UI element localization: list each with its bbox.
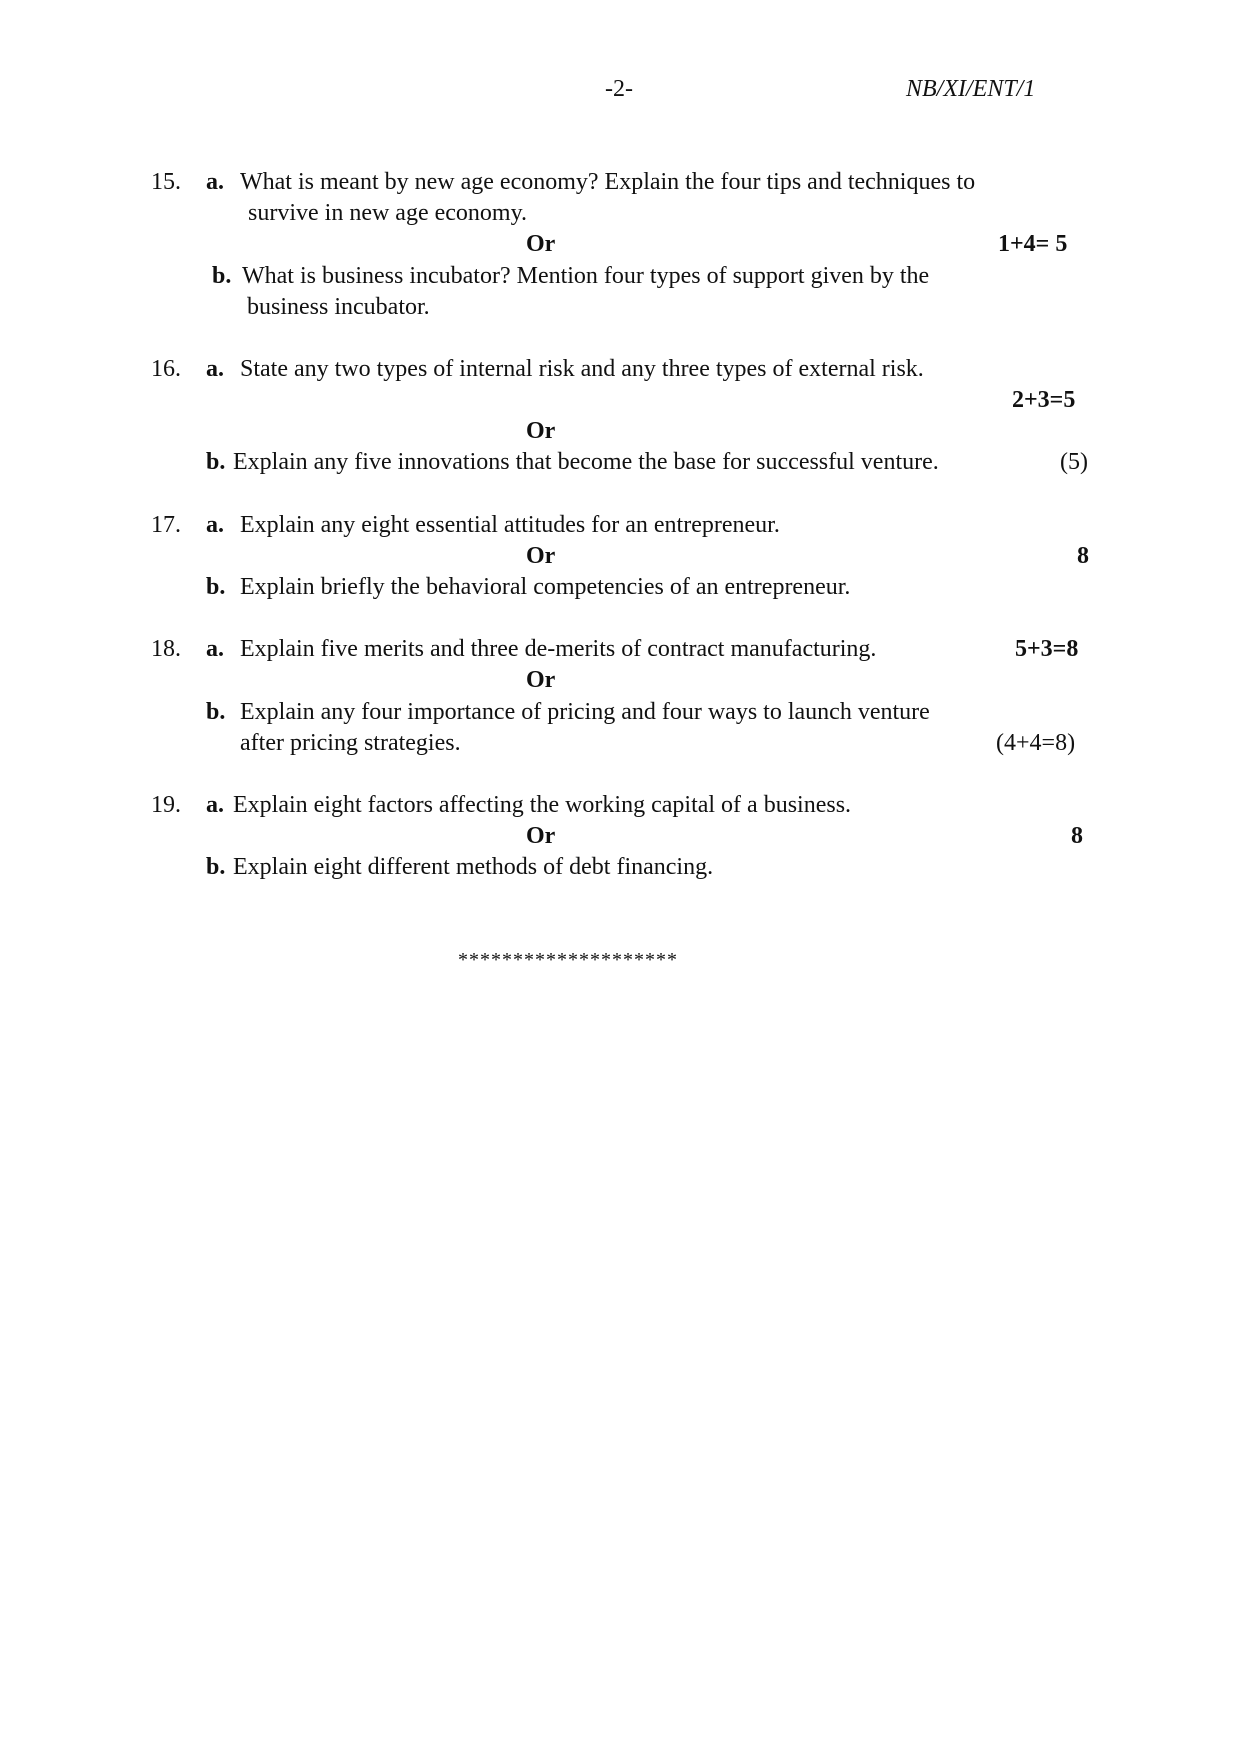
option-a-text: Explain eight factors affecting the working capital of a business. — [233, 792, 852, 818]
option-a-text: Explain any eight essential attitudes for an entrepreneur. — [240, 512, 780, 538]
option-b-label: b. — [206, 449, 226, 475]
option-b-text: Explain briefly the behavioral competencies of an entrepreneur. — [240, 574, 851, 600]
or-divider: Or — [526, 543, 556, 569]
or-divider: Or — [526, 231, 556, 257]
marks: 2+3=5 — [1012, 387, 1076, 413]
question-number: 16. — [151, 356, 181, 382]
option-b-label: b. — [206, 574, 226, 600]
option-a-label: a. — [206, 512, 224, 538]
or-divider: Or — [526, 823, 556, 849]
question-number: 15. — [151, 169, 181, 195]
option-b-text: Explain any four importance of pricing and four ways to launch venture — [240, 699, 930, 725]
marks: 8 — [1071, 823, 1083, 849]
option-b-label: b. — [206, 699, 226, 725]
option-b-text: Explain any five innovations that become the base for successful venture. — [233, 449, 939, 475]
option-b-text-continued: business incubator. — [247, 294, 430, 320]
option-b-label: b. — [206, 854, 226, 880]
question-number: 18. — [151, 636, 181, 662]
option-a-label: a. — [206, 636, 224, 662]
or-divider: Or — [526, 418, 556, 444]
option-b-text-continued: after pricing strategies. — [240, 730, 461, 756]
option-a-label: a. — [206, 169, 224, 195]
or-divider: Or — [526, 667, 556, 693]
option-a-text: State any two types of internal risk and any three types of external risk. — [240, 356, 924, 382]
marks: 8 — [1077, 543, 1089, 569]
option-a-label: a. — [206, 792, 224, 818]
option-b-text: Explain eight different methods of debt financing. — [233, 854, 714, 880]
option-b-text: What is business incubator? Mention four types of support given by the — [242, 263, 930, 289]
page-number: -2- — [605, 76, 633, 102]
option-a-text-continued: survive in new age economy. — [248, 200, 528, 226]
paper-code: NB/XI/ENT/1 — [906, 76, 1036, 102]
question-number: 17. — [151, 512, 181, 538]
option-a-text: Explain five merits and three de-merits of contract manufacturing. — [240, 636, 877, 662]
marks-b: (5) — [1060, 449, 1088, 475]
marks-b: (4+4=8) — [996, 730, 1076, 756]
option-b-label: b. — [212, 263, 232, 289]
end-of-paper-stars: ******************** — [458, 949, 678, 971]
option-a-text: What is meant by new age economy? Explain the four tips and techniques to — [240, 169, 976, 195]
marks: 5+3=8 — [1015, 636, 1079, 662]
option-a-label: a. — [206, 356, 224, 382]
marks: 1+4= 5 — [998, 231, 1068, 257]
question-number: 19. — [151, 792, 181, 818]
